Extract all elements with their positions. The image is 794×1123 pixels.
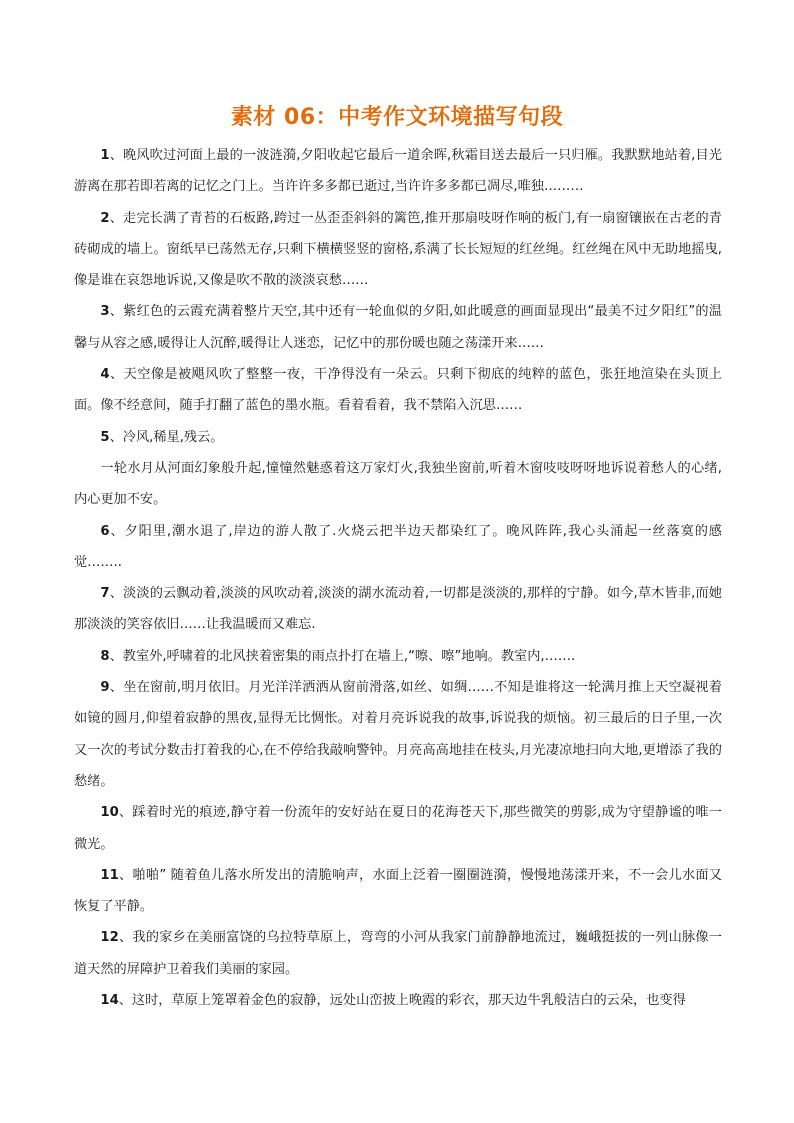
paragraph-number: 14 (100, 993, 119, 1009)
paragraph-number: 7 (100, 586, 110, 602)
paragraph (74, 985, 722, 1016)
paragraph (74, 860, 722, 923)
paragraph (74, 296, 722, 359)
paragraph-text: 、晚风吹过河面上最的一波涟漪,夕阳收起它最后一道余晖,秋霜目送去最后一只归雁。我默默地站着,目光游离在那若即若离的记忆之门上。当许许多多都已逝过,当许许多多都已凋尽,唯独……… (74, 148, 722, 195)
paragraph (74, 672, 722, 797)
paragraph-text: 、淡淡的云飘动着,淡淡的风吹动着,淡淡的湖水流动着,一切都是淡淡的,那样的宁静。如今,草木皆非,而她那淡淡的笑容依旧……让我温暖而又难忘. (74, 586, 722, 633)
paragraph-text: 、教室外,呼啸着的北风挟着密集的雨点扑打在墙上,“嚓、嚓”地响。教室内,……. (109, 648, 576, 664)
document-body (74, 140, 722, 1016)
paragraph-text: 、啪啪” 随着鱼儿落水所发出的清脆响声，水面上泛着一圈圈涟漪，慢慢地荡漾开来，不一会儿水面又恢复了平静。 (74, 867, 722, 915)
paragraph-number: 10 (100, 805, 119, 821)
paragraph-text: 、坐在窗前,明月依旧。月光洋洋洒洒从窗前滑落,如丝、如绸……不知是谁将这一轮满月推上天空凝视着如镜的圆月,仰望着寂静的黑夜,显得无比惆怅。对着月亮诉说我的故事,诉说我的烦恼。初三最后的日子里,一次又一次的考试分数击打着我的心,在不停给我敲响警钟。月亮高高地挂在枝头,月光凄凉地扫向大地,更增添了我的愁绪。 (74, 680, 722, 789)
paragraph-number: 5 (100, 429, 110, 445)
paragraph-text: 、踩着时光的痕迹,静守着一份流年的安好站在夏日的花海苍天下,那些微笑的剪影,成为守望静谧的唯一微光。 (74, 805, 722, 852)
paragraph-number: 2 (100, 210, 110, 226)
paragraph-number: 11 (100, 867, 119, 883)
paragraph (74, 516, 722, 579)
paragraph-text: 、我的家乡在美丽富饶的乌拉特草原上，弯弯的小河从我家门前静静地流过，巍峨挺拔的一列山脉像一道天然的屏障护卫着我们美丽的家园。 (74, 930, 722, 977)
paragraph-text: 、天空像是被飓风吹了整整一夜，干净得没有一朵云。只剩下彻底的纯粹的蓝色，张狂地渲染在头顶上面。像不经意间，随手打翻了蓝色的墨水瓶。看着看着，我不禁陷入沉思…… (74, 367, 722, 414)
paragraph-text: 、冷风,稀星,残云。 (109, 429, 224, 445)
paragraph (74, 797, 722, 860)
paragraph-text: 、这时，草原上笼罩着金色的寂静，远处山峦披上晚霞的彩衣，那天边牛乳般洁白的云朵，也变得 (118, 993, 686, 1009)
document-title: 素材 06：中考作文环境描写句段 (230, 105, 564, 130)
paragraph-text: 一轮水月从河面幻象般升起,憧憧然魅惑着这万家灯火,我独坐窗前,听着木窗吱吱呀呀地诉说着愁人的心绪,内心更加不安。 (74, 460, 722, 508)
paragraph-text: 、夕阳里,潮水退了,岸边的游人散了.火烧云把半边天都染红了。晚风阵阵,我心头涌起一丝落寞的感觉…….. (74, 523, 722, 570)
paragraph-number: 6 (100, 523, 110, 539)
paragraph-number: 9 (100, 680, 110, 696)
paragraph (74, 359, 722, 422)
paragraph (74, 453, 722, 516)
paragraph-text: 、紫红色的云霞充满着整片天空,其中还有一轮血似的夕阳,如此暖意的画面显现出“最美不过夕阳红”的温馨与从容之感,暖得让人沉醉,暖得让人迷恋，记忆中的那份暖也随之荡漾开来…… (74, 304, 722, 351)
paragraph (74, 203, 722, 297)
paragraph-number: 4 (100, 367, 110, 383)
paragraph-number: 1 (100, 148, 110, 163)
paragraph (74, 922, 722, 985)
paragraph-number: 3 (100, 304, 110, 320)
paragraph-number: 8 (100, 648, 110, 664)
paragraph (74, 140, 722, 203)
paragraph (74, 641, 722, 672)
paragraph (74, 578, 722, 641)
paragraph-text: 、走完长满了青苔的石板路,跨过一丛歪歪斜斜的篱笆,推开那扇吱呀作响的板门,有一扇窗镶嵌在古老的青砖砌成的墙上。窗纸早已荡然无存,只剩下横横竖竖的窗格,系满了长长短短的红丝绳。红丝绳在风中无助地摇曳,像是谁在哀怨地诉说,又像是吹不散的淡淡哀愁…… (74, 210, 722, 289)
paragraph-number: 12 (100, 930, 119, 946)
paragraph (74, 422, 722, 453)
